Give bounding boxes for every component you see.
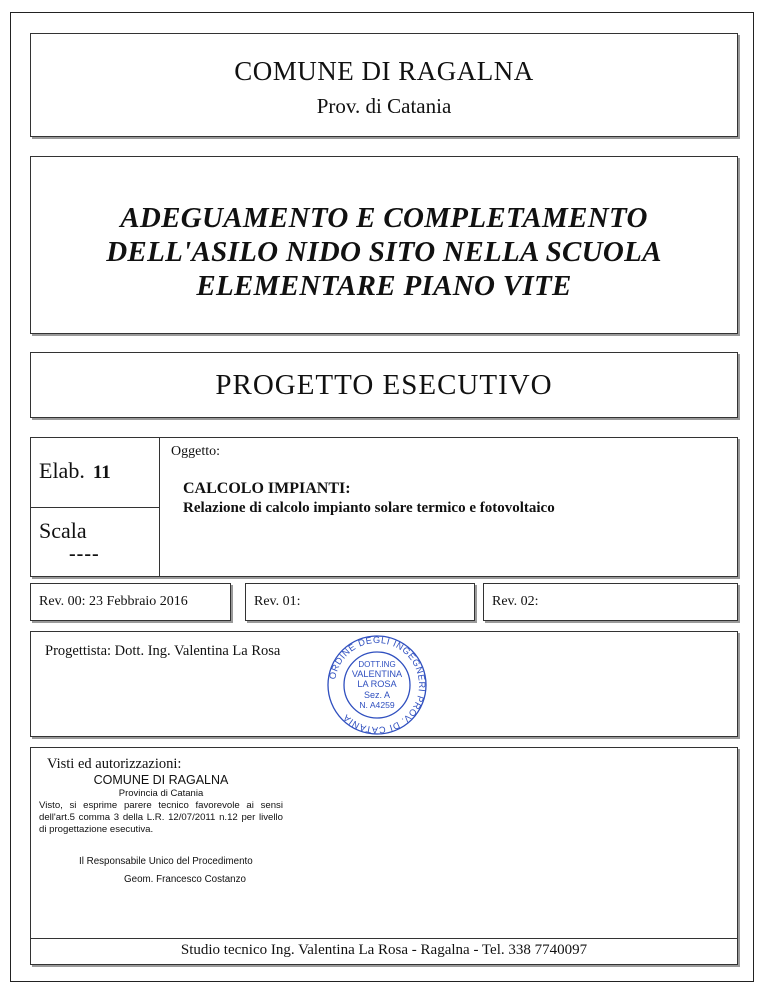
stamp-line: N. A4259: [359, 700, 395, 710]
stamp-line: LA ROSA: [357, 679, 397, 689]
approval-provincia: Provincia di Catania: [118, 788, 204, 799]
approval-comune: COMUNE DI RAGALNA: [93, 773, 229, 787]
stamp-line: VALENTINA: [351, 669, 403, 679]
elab-field: [39, 458, 111, 484]
elab-label: Elab.: [39, 458, 85, 483]
revision-box: [30, 583, 231, 621]
approval-responsabile: Il Responsabile Unico del Procedimento: [79, 856, 253, 867]
revision-box: [245, 583, 475, 621]
stamp-ring-text: ORDINE DEGLI INGEGNERI PROV. DI CATANIA: [327, 634, 428, 736]
project-title-line: ELEMENTARE PIANO VITE: [196, 270, 572, 302]
approval-text: Visto, si esprime parere tecnico favorevole ai sensi dell'art.5 comma 3 della L.R. 12/07/2011 n.12 per livello di progettazione esecutiva.: [39, 800, 283, 835]
scala-value: ----: [69, 543, 100, 565]
progettista-name: Progettista: Dott. Ing. Valentina La Rosa: [45, 643, 281, 659]
revision-label: Rev. 01:: [254, 594, 301, 609]
elab-number: 11: [92, 462, 111, 483]
oggetto-label: Oggetto:: [171, 444, 220, 459]
stamp-line: DOTT.ING: [358, 660, 396, 669]
project-title-line: ADEGUAMENTO E COMPLETAMENTO: [120, 202, 648, 234]
header-box: [30, 33, 738, 137]
scala-label: Scala: [39, 518, 87, 543]
revision-box: [483, 583, 738, 621]
oggetto-title: CALCOLO IMPIANTI:: [183, 480, 351, 497]
comune-provincia: Prov. di Catania: [316, 94, 452, 118]
project-title-box: [30, 156, 738, 334]
approval-block: [39, 772, 283, 836]
visti-box: [30, 747, 738, 965]
comune-name: COMUNE DI RAGALNA: [234, 56, 534, 86]
project-title: [41, 201, 727, 303]
engineer-stamp: [316, 634, 438, 736]
approval-geometra: Geom. Francesco Costanzo: [124, 874, 246, 885]
progetto-box: [30, 352, 738, 418]
visti-label: Visti ed autorizzazioni:: [47, 756, 182, 772]
elaborato-box: [30, 437, 738, 577]
revision-label: Rev. 02:: [492, 594, 539, 609]
divider: [31, 507, 159, 508]
divider: [159, 438, 160, 576]
oggetto-subtitle: Relazione di calcolo impianto solare termico e fotovoltaico: [183, 500, 555, 516]
progetto-label: PROGETTO ESECUTIVO: [215, 369, 553, 401]
divider: [31, 938, 737, 939]
stamp-line: Sez. A: [363, 690, 391, 700]
stamp-center-text: [352, 660, 403, 710]
footer-studio: Studio tecnico Ing. Valentina La Rosa - Ragalna - Tel. 338 7740097: [180, 942, 588, 958]
project-title-line: DELL'ASILO NIDO SITO NELLA SCUOLA: [106, 236, 662, 268]
revision-label: Rev. 00: 23 Febbraio 2016: [39, 594, 188, 609]
